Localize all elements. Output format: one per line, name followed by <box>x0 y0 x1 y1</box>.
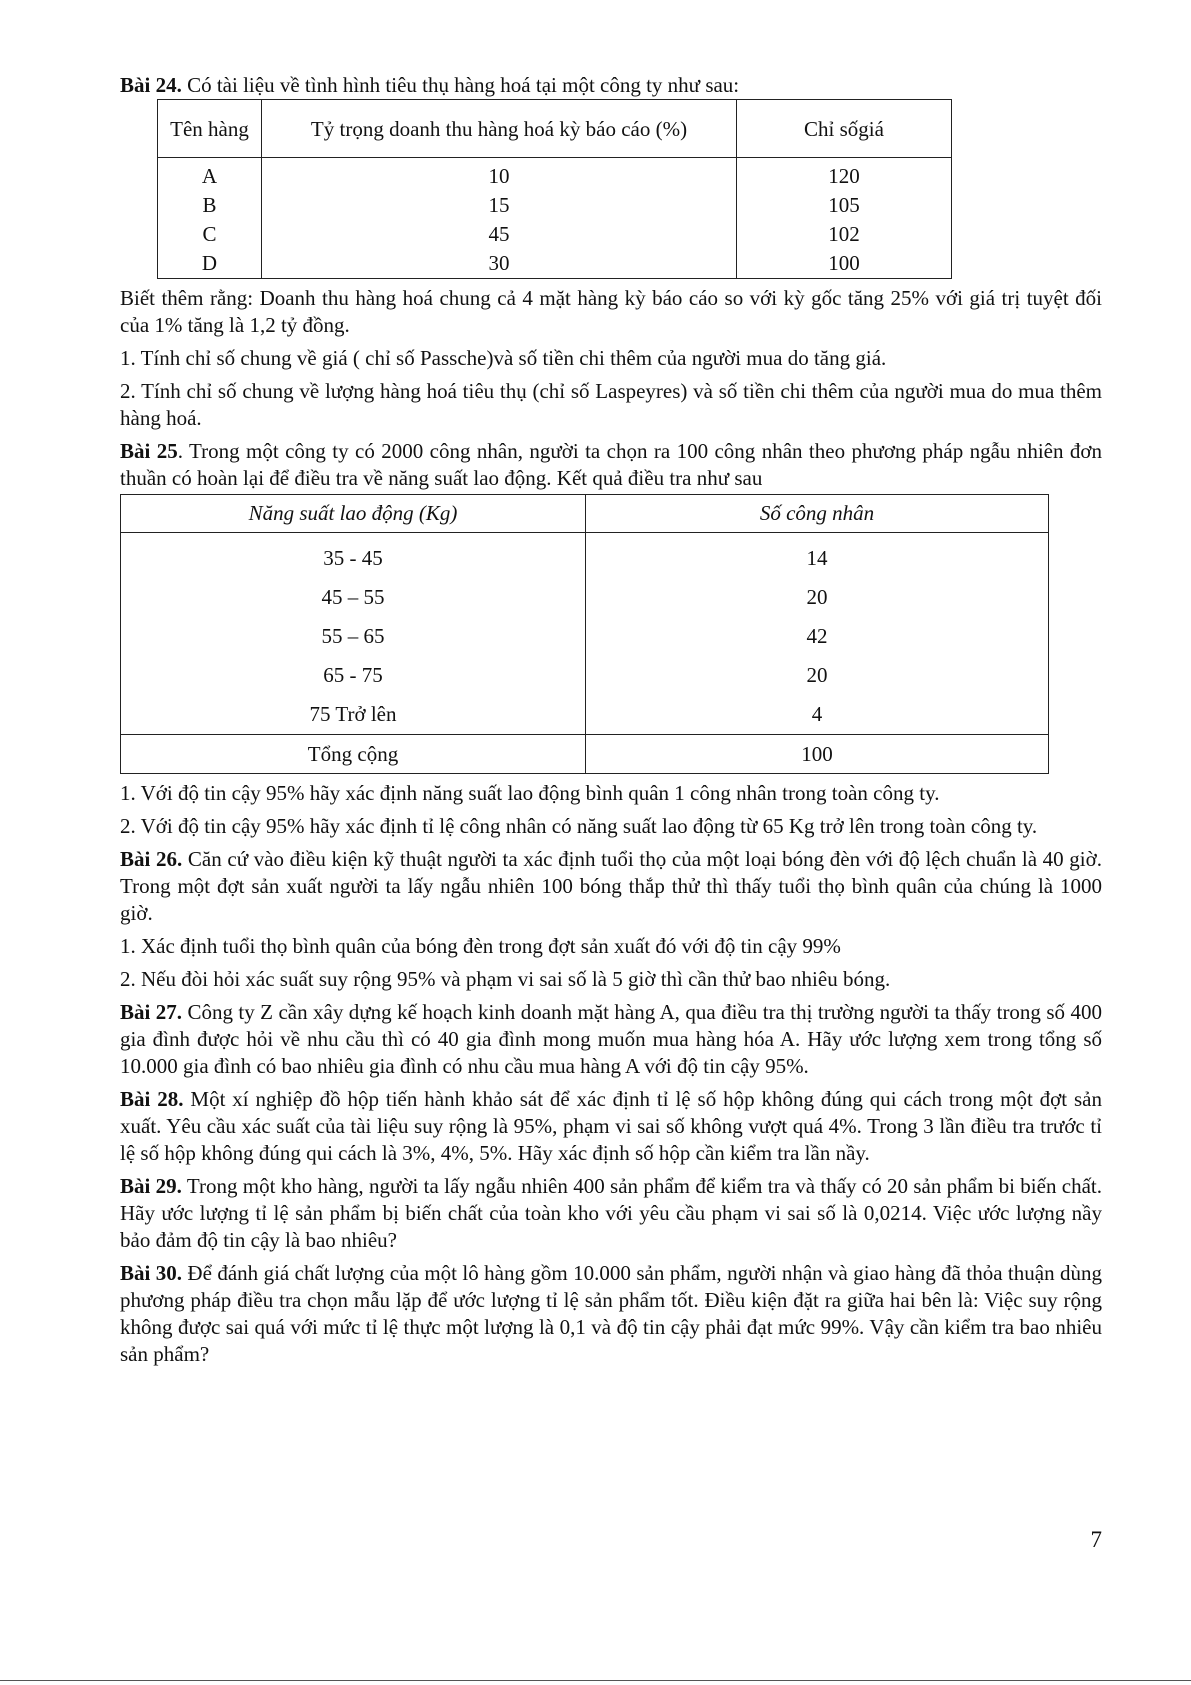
bai28-text <box>120 1086 1102 1167</box>
bai27-label: Bài 27. <box>120 1000 183 1024</box>
bai28-body: Một xí nghiệp đồ hộp tiến hành khảo sát để xác định tỉ lệ số hộp không đúng qui cách trong một đợt sản xuất. Yêu cầu xác suất của tài liệu suy rộng là 95%, phạm vi sai số không vượt quá 4%. Trong 3 lần điều tra trước tỉ lệ số hộp không đúng qui cách là 3%, 4%, 5%. Hãy xác định số hộp cần kiểm tra lần nầy. <box>120 1087 1103 1165</box>
cell: 4 <box>586 695 1049 735</box>
bai24-header-index: Chỉ sốgiá <box>737 100 952 158</box>
table-row <box>121 695 1049 735</box>
bai28-label: Bài 28. <box>120 1087 184 1111</box>
bai26-question-1: 1. Xác định tuổi thọ bình quân của bóng đèn trong đợt sản xuất đó với độ tin cậy 99% <box>120 934 841 958</box>
table-total-row <box>121 735 1049 774</box>
table-row <box>158 158 952 192</box>
cell: 100 <box>737 249 952 279</box>
cell: 55 – 65 <box>121 617 586 656</box>
cell: C <box>158 220 262 249</box>
bai24-question-1: 1. Tính chỉ số chung về giá ( chỉ số Passche)và số tiền chi thêm của người mua do tăng giá. <box>120 346 887 370</box>
bai25-label: Bài 25 <box>120 439 178 463</box>
bai26-label: Bài 26. <box>120 847 183 871</box>
bai27-text <box>120 999 1102 1080</box>
total-label: Tổng cộng <box>121 735 586 774</box>
bai25-question-2: 2. Với độ tin cậy 95% hãy xác định tỉ lệ công nhân có năng suất lao động từ 65 Kg trở lên trong toàn công ty. <box>120 814 1038 838</box>
bai25-intro-text: . Trong một công ty có 2000 công nhân, người ta chọn ra 100 công nhân theo phương pháp ngẫu nhiên đơn thuần có hoàn lại để điều tra về năng suất lao động. Kết quả điều tra như sau <box>120 439 1102 490</box>
cell: 14 <box>586 533 1049 579</box>
cell: 35 - 45 <box>121 533 586 579</box>
bai24-header-share: Tỷ trọng doanh thu hàng hoá kỳ báo cáo (%) <box>262 100 737 158</box>
bai30-label: Bài 30. <box>120 1261 183 1285</box>
bai24-label: Bài 24. <box>120 73 182 97</box>
cell: 10 <box>262 158 737 192</box>
bai30-text <box>120 1260 1102 1368</box>
cell: 20 <box>586 578 1049 617</box>
total-value: 100 <box>586 735 1049 774</box>
bai30-body: Để đánh giá chất lượng của một lô hàng gồm 10.000 sản phẩm, người nhận và giao hàng đã thỏa thuận dùng phương pháp điều tra chọn mẫu lặp để ước lượng tỉ lệ sản phẩm tốt. Điều kiện đặt ra giữa hai bên là: Việc suy rộng không được sai quá với mức tỉ lệ thực một lượng là 0,1 và độ tin cậy phải đạt mức 99%. Vậy cần kiểm tra bao nhiêu sản phẩm? <box>120 1261 1103 1366</box>
bai24-header-name: Tên hàng <box>158 100 262 158</box>
bai24-intro <box>120 72 1102 99</box>
bai24-question-2: 2. Tính chỉ số chung về lượng hàng hoá tiêu thụ (chỉ số Laspeyres) và số tiền chi thêm của người mua do mua thêm hàng hoá. <box>120 379 1102 430</box>
bai25-table <box>120 494 1049 774</box>
page-number: 7 <box>1090 1527 1102 1552</box>
table-row <box>121 617 1049 656</box>
cell: 30 <box>262 249 737 279</box>
bai25-question-1: 1. Với độ tin cậy 95% hãy xác định năng suất lao động bình quân 1 công nhân trong toàn công ty. <box>120 781 940 805</box>
cell: D <box>158 249 262 279</box>
bai26-text <box>120 846 1102 927</box>
bai24-intro-text: Có tài liệu về tình hình tiêu thụ hàng hoá tại một công ty như sau: <box>181 73 740 97</box>
cell: 102 <box>737 220 952 249</box>
cell: 15 <box>262 191 737 220</box>
cell: 20 <box>586 656 1049 695</box>
bai29-body: Trong một kho hàng, người ta lấy ngẫu nhiên 400 sản phẩm để kiểm tra và thấy có 20 sản phẩm bi biến chất. Hãy ước lượng tỉ lệ sản phẩm bị biến chất của toàn kho với yêu cầu phạm vi sai số là 0,0214. Việc ước lượng nầy bảo đảm độ tin cậy là bao nhiêu? <box>120 1174 1102 1252</box>
page-bottom-divider <box>0 1680 1191 1681</box>
table-row <box>158 191 952 220</box>
bai24-table <box>157 99 952 279</box>
bai24-note: Biết thêm rằng: Doanh thu hàng hoá chung cả 4 mặt hàng kỳ báo cáo so với kỳ gốc tăng 25% với giá trị tuyệt đối của 1% tăng là 1,2 tỷ đồng. <box>120 286 1102 337</box>
cell: 105 <box>737 191 952 220</box>
cell: A <box>158 158 262 192</box>
bai25-intro <box>120 438 1102 492</box>
table-row <box>121 533 1049 579</box>
bai29-label: Bài 29. <box>120 1174 182 1198</box>
cell: 120 <box>737 158 952 192</box>
bai26-question-2: 2. Nếu đòi hỏi xác suất suy rộng 95% và phạm vi sai số là 5 giờ thì cần thử bao nhiêu bóng. <box>120 967 891 991</box>
table-row <box>158 249 952 279</box>
table-row <box>121 578 1049 617</box>
bai29-text <box>120 1173 1102 1254</box>
cell: 45 <box>262 220 737 249</box>
bai26-body: Căn cứ vào điều kiện kỹ thuật người ta xác định tuổi thọ của một loại bóng đèn với độ lệch chuẩn là 40 giờ. Trong một đợt sản xuất người ta lấy ngẫu nhiên 100 bóng thắp thử thì thấy tuổi thọ bình quân của chúng là 1000 giờ. <box>120 847 1103 925</box>
cell: 42 <box>586 617 1049 656</box>
bai25-header-workers: Số công nhân <box>586 495 1049 533</box>
bai27-body: Công ty Z cần xây dựng kế hoạch kinh doanh mặt hàng A, qua điều tra thị trường người ta thấy trong số 400 gia đình được hỏi về nhu cầu thì có 40 gia đình mong muốn mua hàng hóa A. Hãy ước lượng xem trong tổng số 10.000 gia đình có bao nhiêu gia đình có nhu cầu mua hàng A với độ tin cậy 95%. <box>120 1000 1102 1078</box>
table-row <box>121 656 1049 695</box>
table-row <box>158 220 952 249</box>
cell: 75 Trở lên <box>121 695 586 735</box>
cell: 45 – 55 <box>121 578 586 617</box>
document-page <box>120 72 1102 1368</box>
cell: B <box>158 191 262 220</box>
cell: 65 - 75 <box>121 656 586 695</box>
bai25-header-productivity: Năng suất lao động (Kg) <box>121 495 586 533</box>
